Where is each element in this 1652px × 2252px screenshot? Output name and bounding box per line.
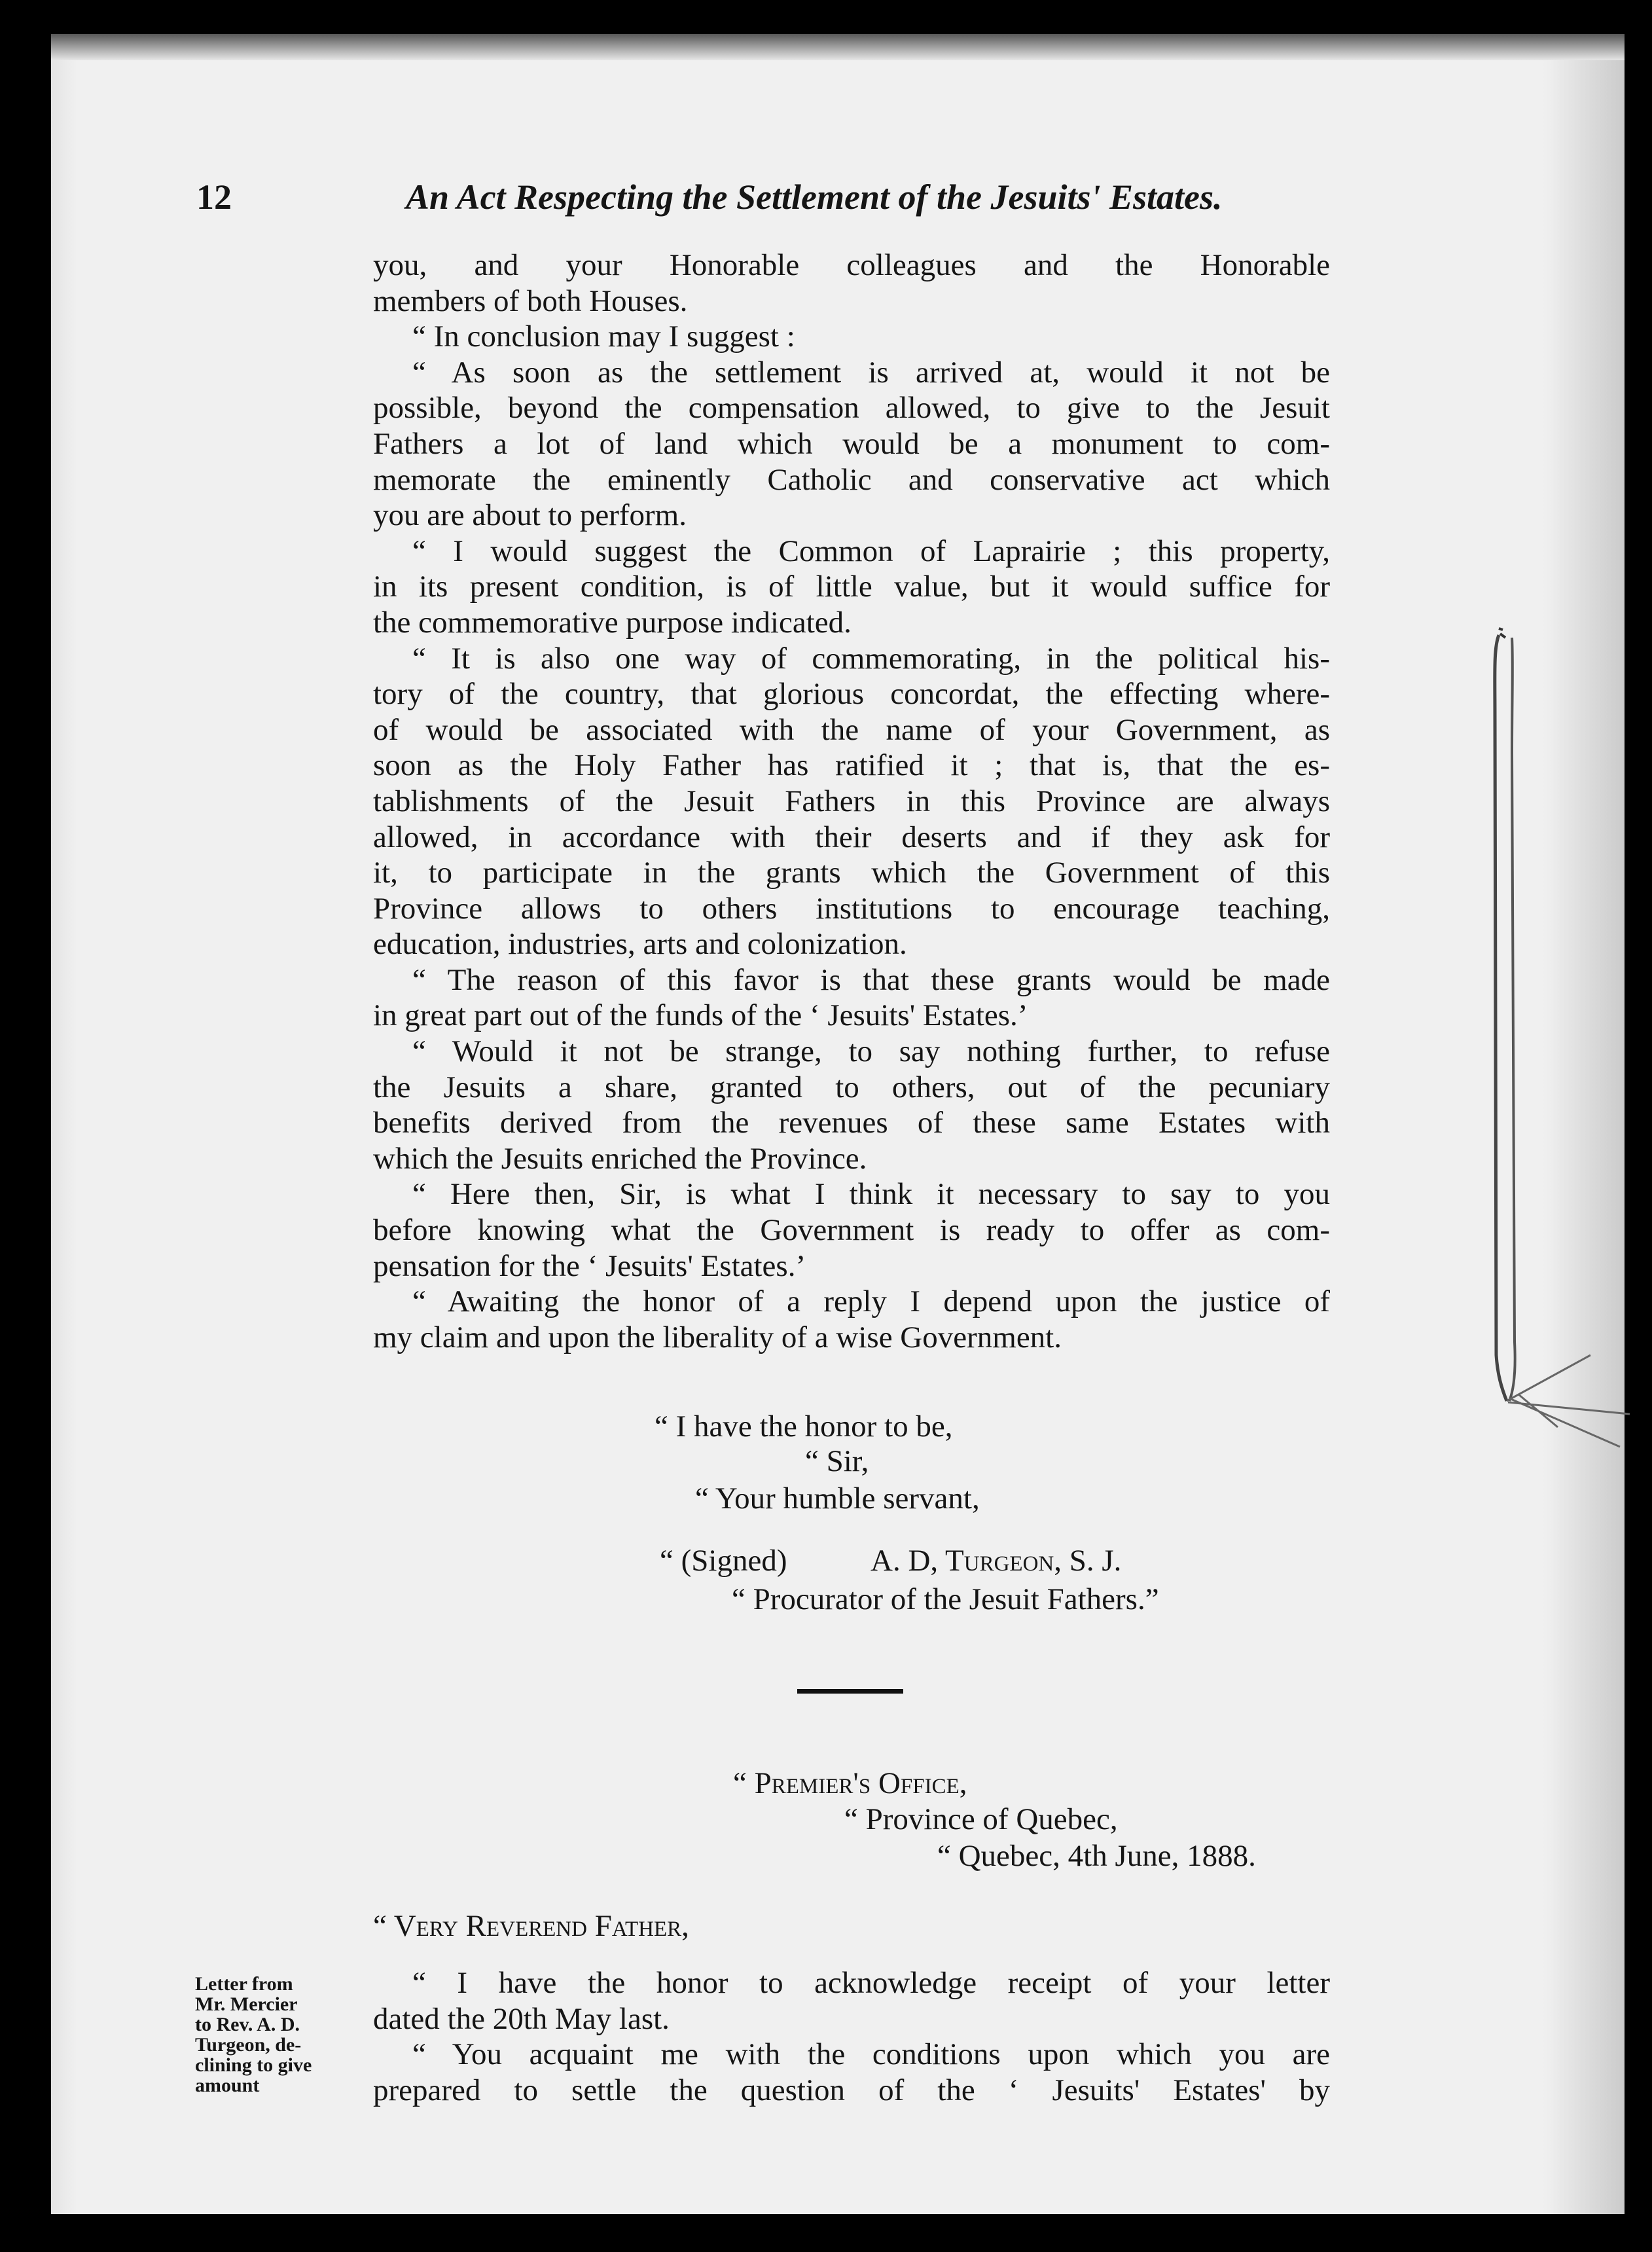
running-title: An Act Respecting the Settlement of the Jesuits' Estates. <box>406 177 1223 217</box>
body-line: education, industries, arts and colonization. <box>373 927 907 962</box>
section-divider <box>797 1689 903 1694</box>
body-line: benefits derived from the revenues of these same Estates with <box>373 1106 1330 1140</box>
margin-note-line: Mr. Mercier <box>195 1993 298 2015</box>
margin-note-line: clining to give <box>195 2054 312 2076</box>
body-line: Province allows to others institutions to encourage teaching, <box>373 891 1330 926</box>
body-line: in great part out of the funds of the ‘ Jesuits' Estates.’ <box>373 998 1028 1033</box>
body-line: members of both Houses. <box>373 283 688 318</box>
body-line: the Jesuits a share, granted to others, out of the pecuniary <box>373 1070 1330 1104</box>
margin-note <box>195 1974 368 2096</box>
letter-body <box>373 247 1330 1355</box>
reply-date: “ Quebec, 4th June, 1888. <box>937 1839 1256 1873</box>
body-line: the commemorative purpose indicated. <box>373 605 852 640</box>
salutation: “ Very Reverend Father, <box>373 1909 689 1943</box>
body-line: “ Would it not be strange, to say nothing further, to refuse <box>412 1034 1330 1069</box>
page-top-shadow <box>51 34 1625 60</box>
pencil-bracket-mark <box>1479 622 1649 1486</box>
body-line: “ As soon as the settlement is arrived at, would it not be <box>412 355 1330 390</box>
signed-label: “ (Signed) <box>660 1544 787 1578</box>
margin-note-line: Turgeon, de- <box>195 2034 302 2056</box>
body-line: possible, beyond the compensation allowed, to give to the Jesuit <box>373 391 1330 426</box>
body-line: Fathers a lot of land which would be a monument to com- <box>373 426 1330 461</box>
body-line: allowed, in accordance with their deserts and if they ask for <box>373 820 1330 854</box>
body-line: “ I have the honor to acknowledge receipt of your letter <box>412 1966 1330 2000</box>
body-line: “ Awaiting the honor of a reply I depend upon the justice of <box>412 1284 1330 1319</box>
body-line: “ I would suggest the Common of Laprairie ; this property, <box>412 534 1330 568</box>
body-line: tory of the country, that glorious concordat, the effecting where- <box>373 677 1330 712</box>
body-line: of would be associated with the name of your Government, as <box>373 712 1330 747</box>
body-line: “ It is also one way of commemorating, in the political his- <box>412 641 1330 676</box>
body-line: tablishments of the Jesuit Fathers in this Province are always <box>373 784 1330 818</box>
margin-note-line: Letter from <box>195 1973 293 1995</box>
signatory-title: “ Procurator of the Jesuit Fathers.” <box>732 1582 1159 1616</box>
body-line: you, and your Honorable colleagues and the Honorable <box>373 248 1330 282</box>
reply-body <box>373 1965 1330 2108</box>
body-line: you are about to perform. <box>373 498 687 533</box>
body-line: in its present condition, is of little value, but it would suffice for <box>373 570 1330 604</box>
margin-note-line: amount <box>195 2075 260 2096</box>
reply-province: “ Province of Quebec, <box>844 1802 1118 1836</box>
body-line: which the Jesuits enriched the Province. <box>373 1141 867 1176</box>
closing-servant: “ Your humble servant, <box>695 1481 980 1516</box>
body-line: “ The reason of this favor is that these grants would be made <box>412 962 1330 997</box>
body-line: memorate the eminently Catholic and conservative act which <box>373 462 1330 497</box>
closing-honor: “ I have the honor to be, <box>655 1409 953 1444</box>
reply-office: “ Premier's Office, <box>733 1766 967 1800</box>
body-line: it, to participate in the grants which the Government of this <box>373 856 1330 890</box>
body-line: soon as the Holy Father has ratified it ; that is, that the es- <box>373 748 1330 783</box>
body-line: before knowing what the Government is ready to offer as com- <box>373 1213 1330 1248</box>
body-line: my claim and upon the liberality of a wise Government. <box>373 1320 1062 1354</box>
page-number: 12 <box>196 177 232 217</box>
body-line: “ You acquaint me with the conditions upon which you are <box>412 2037 1330 2072</box>
body-line: pensation for the ‘ Jesuits' Estates.’ <box>373 1248 806 1283</box>
page-header <box>0 177 1652 229</box>
body-line: “ Here then, Sir, is what I think it necessary to say to you <box>412 1177 1330 1212</box>
body-line: prepared to settle the question of the ‘ Jesuits' Estates' by <box>373 2073 1330 2107</box>
closing-sir: “ Sir, <box>805 1444 869 1478</box>
margin-note-line: to Rev. A. D. <box>195 2014 300 2035</box>
signatory-name: A. D, Turgeon, S. J. <box>871 1544 1122 1578</box>
body-line: “ In conclusion may I suggest : <box>412 319 795 354</box>
body-line: dated the 20th May last. <box>373 2001 670 2036</box>
